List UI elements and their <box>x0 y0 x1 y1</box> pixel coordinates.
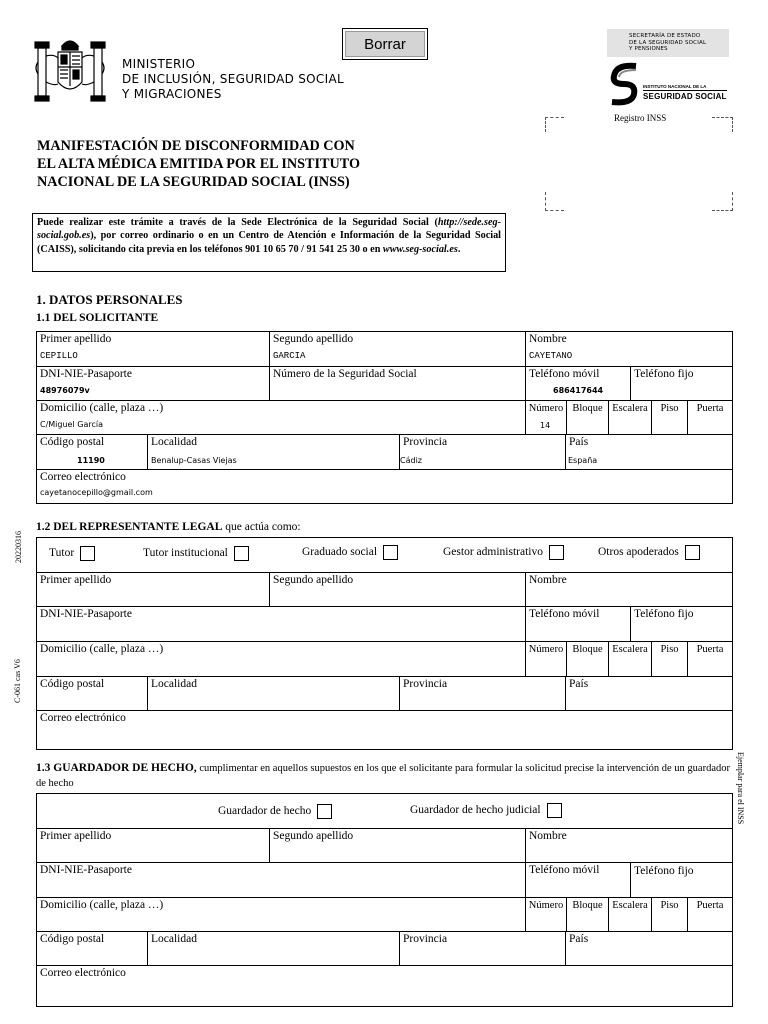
nss-field[interactable]: Número de la Seguridad Social <box>269 367 525 400</box>
pais-field[interactable]: País España <box>565 435 732 469</box>
segundo-apellido-field[interactable]: Segundo apellido <box>269 829 525 862</box>
correo-field[interactable]: Correo electrónico <box>40 967 126 979</box>
option-tutor[interactable]: Tutor <box>49 546 95 561</box>
domicilio-field[interactable]: Domicilio (calle, plaza …) <box>40 899 164 911</box>
localidad-field[interactable]: Localidad Benalup-Casas Viejas <box>147 435 399 469</box>
primer-apellido-field[interactable]: Primer apellido CEPILLO <box>40 333 112 361</box>
dni-field[interactable]: DNI-NIE-Pasaporte 48976079v <box>40 368 132 395</box>
piso-field[interactable]: Piso <box>651 642 687 676</box>
piso-field[interactable]: Piso <box>651 898 687 931</box>
checkbox[interactable] <box>317 804 332 819</box>
puerta-field[interactable]: Puerta <box>687 401 732 434</box>
registro-corner <box>545 117 564 132</box>
domicilio-field[interactable]: Domicilio (calle, plaza …) C/Miguel García <box>40 402 164 429</box>
subsection-title: 1.3 GUARDADOR DE HECHO, cumplimentar en aquellos supuestos en los que el solicitante para formular la solicitud precise la intervención de un guardador de hecho <box>36 762 730 789</box>
telefono-fijo-field[interactable]: Teléfono fijo <box>630 607 732 641</box>
representante-grid <box>36 537 733 750</box>
correo-field[interactable]: Correo electrónico cayetanocepillo@gmail.com <box>40 471 153 497</box>
telefono-movil-field[interactable]: Teléfono móvil <box>525 863 630 897</box>
checkbox[interactable] <box>547 803 562 818</box>
solicitante-grid <box>36 331 733 504</box>
pais-field[interactable]: País <box>565 932 732 965</box>
subsection-title: 1.2 DEL REPRESENTANTE LEGAL que actúa como: <box>36 521 301 533</box>
pais-field[interactable]: País <box>565 677 732 710</box>
seguridad-social-logo-icon <box>606 62 642 106</box>
numero-field[interactable]: Número <box>525 642 566 676</box>
localidad-field[interactable]: Localidad <box>147 677 399 710</box>
subsection-title: 1.1 DEL SOLICITANTE <box>36 312 159 324</box>
registro-corner <box>545 192 564 211</box>
bloque-field[interactable]: Bloque <box>566 898 608 931</box>
borrar-button[interactable]: Borrar <box>342 28 428 60</box>
checkbox[interactable] <box>80 546 95 561</box>
localidad-field[interactable]: Localidad <box>147 932 399 965</box>
secretaria-label: SECRETARÍA DE ESTADO DE LA SEGURIDAD SOCIAL Y PENSIONES <box>607 29 729 57</box>
registro-corner <box>712 117 733 132</box>
codigo-postal-field[interactable]: Código postal 11190 <box>40 436 105 465</box>
checkbox[interactable] <box>383 545 398 560</box>
checkbox[interactable] <box>234 546 249 561</box>
seg-social-link[interactable]: www.seg-social.es <box>382 243 458 255</box>
bloque-field[interactable]: Bloque <box>566 642 608 676</box>
guardador-grid <box>36 793 733 1007</box>
dni-field[interactable]: DNI-NIE-Pasaporte <box>40 608 132 620</box>
telefono-fijo-field[interactable]: Teléfono fijo <box>630 863 732 897</box>
primer-apellido-field[interactable]: Primer apellido <box>40 830 112 842</box>
codigo-postal-field[interactable]: Código postal <box>40 678 105 690</box>
telefono-movil-field[interactable]: Teléfono móvil 686417644 <box>525 367 630 400</box>
puerta-field[interactable]: Puerta <box>687 642 732 676</box>
form-code-label: C-061 cas V6 <box>13 659 22 703</box>
segundo-apellido-field[interactable]: Segundo apellido GARCIA <box>269 332 525 366</box>
sede-link[interactable]: http://sede.seg-social.gob.es <box>37 217 501 242</box>
checkbox[interactable] <box>685 545 700 560</box>
correo-field[interactable]: Correo electrónico <box>40 712 126 724</box>
option-gestor-administrativo[interactable]: Gestor administrativo <box>443 545 564 560</box>
nombre-field[interactable]: Nombre <box>525 829 732 862</box>
nombre-field[interactable]: Nombre CAYETANO <box>525 332 732 366</box>
option-tutor-institucional[interactable]: Tutor institucional <box>143 546 249 561</box>
primer-apellido-field[interactable]: Primer apellido <box>40 574 112 586</box>
puerta-field[interactable]: Puerta <box>687 898 732 931</box>
option-guardador-hecho[interactable]: Guardador de hecho <box>218 804 332 819</box>
piso-field[interactable]: Piso <box>651 401 687 434</box>
checkbox[interactable] <box>549 545 564 560</box>
ss-logo-small: INSTITUTO NACIONAL DE LA <box>643 84 707 89</box>
registro-corner <box>712 192 733 211</box>
ejemplar-label: Ejemplar para el INSS <box>736 752 745 825</box>
telefono-fijo-field[interactable]: Teléfono fijo <box>630 367 732 400</box>
form-title: MANIFESTACIÓN DE DISCONFORMIDAD CON EL ALTA MÉDICA EMITIDA POR EL INSTITUTO NACIONAL DE LA SEGURIDAD SOCIAL (INSS) <box>37 138 360 190</box>
telefono-movil-field[interactable]: Teléfono móvil <box>525 607 630 641</box>
escalera-field[interactable]: Escalera <box>608 642 651 676</box>
coat-of-arms-icon <box>32 34 108 108</box>
section-title: 1. DATOS PERSONALES <box>36 292 183 307</box>
escalera-field[interactable]: Escalera <box>608 898 651 931</box>
ss-logo-text: SEGURIDAD SOCIAL <box>643 92 727 101</box>
bloque-field[interactable]: Bloque <box>566 401 608 434</box>
ministry-name: MINISTERIO DE INCLUSIÓN, SEGURIDAD SOCIAL Y MIGRACIONES <box>122 57 344 101</box>
option-graduado-social[interactable]: Graduado social <box>302 545 398 560</box>
dni-field[interactable]: DNI-NIE-Pasaporte <box>40 864 132 876</box>
notice-box: Puede realizar este trámite a través de la Sede Electrónica de la Seguridad Social (http://sede.seg-social.gob.es), por correo ordinario o en un Centro de Atención e Información de la Seguridad Social (CAISS), solicitando cita previa en los teléfonos 901 10 65 70 / 91 541 25 30 o en www.seg-social.es. <box>32 213 506 272</box>
option-otros-apoderados[interactable]: Otros apoderados <box>598 545 700 560</box>
escalera-field[interactable]: Escalera <box>608 401 651 434</box>
numero-field[interactable]: Número 14 <box>525 401 566 434</box>
numero-field[interactable]: Número <box>525 898 566 931</box>
registro-label: Registro INSS <box>614 113 667 123</box>
segundo-apellido-field[interactable]: Segundo apellido <box>269 573 525 606</box>
form-date-label: 20220316 <box>14 531 23 563</box>
provincia-field[interactable]: Provincia <box>399 677 565 710</box>
nombre-field[interactable]: Nombre <box>525 573 732 606</box>
provincia-field[interactable]: Provincia Cádiz <box>399 435 565 469</box>
domicilio-field[interactable]: Domicilio (calle, plaza …) <box>40 643 164 655</box>
codigo-postal-field[interactable]: Código postal <box>40 933 105 945</box>
provincia-field[interactable]: Provincia <box>399 932 565 965</box>
option-guardador-judicial[interactable]: Guardador de hecho judicial <box>410 803 562 818</box>
